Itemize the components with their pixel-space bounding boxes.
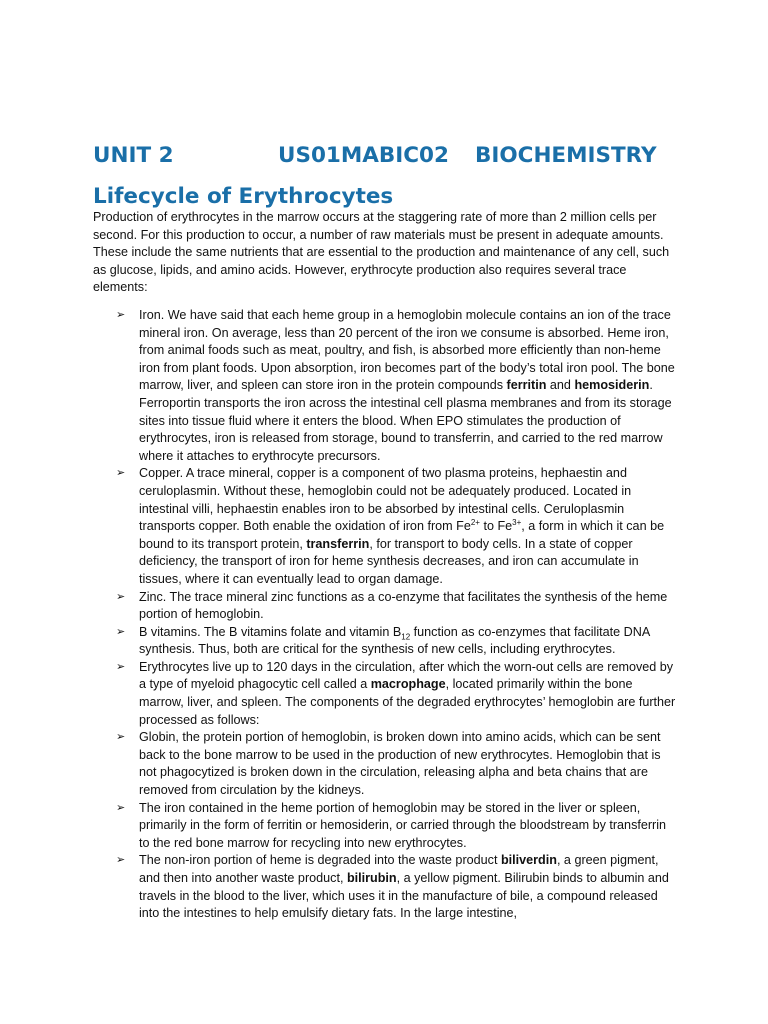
list-item-text: Copper. A trace mineral, copper is a component of two plasma proteins, hephaestin and ceruloplasmin. Without these, hemoglobin could not be adequately produced. Located in intestinal villi, hephaestin enables iron to be absorbed by intestinal cells. Ceruloplasmin transports copper. Both enable the oxidation of iron from $Fe^{2+}$ to $Fe^{3+}$, a form in which it can be bound to its transport protein, transferrin, for transport to body cells. In a state of copper deficiency, the transport of iron for heme synthesis decreases, and iron can accumulate in tissues, where it can eventually lead to organ damage. — [139, 466, 665, 586]
subscript: 12 — [401, 632, 411, 642]
subject-label: BIOCHEMISTRY — [475, 143, 657, 168]
arrowhead-bullet-icon: ➢ — [116, 731, 126, 744]
superscript: 2+ — [470, 517, 480, 527]
list-item-text: Iron. We have said that each heme group in a hemoglobin molecule contains an ion of the trace mineral iron. On average, less than 20 percent of the iron we consume is absorbed. Heme iron, from animal foods such as meat, poultry, and fish, is absorbed more efficiently than non-heme iron from plant foods. Upon absorption, iron becomes part of the body’s total iron pool. The bone marrow, liver, and spleen can store iron in the protein compounds ferritin and hemosiderin. Ferroportin transports the iron across the intestinal cell plasma membranes and from its storage sites into tissue fluid where it enters the blood. When EPO stimulates the production of erythrocytes, iron is released from storage, bound to transferrin, and carried to the red marrow where it attaches to erythrocyte precursors. — [139, 308, 675, 463]
bold-term: hemosiderin — [574, 378, 650, 393]
arrowhead-bullet-icon: ➢ — [116, 467, 126, 480]
bullet-list — [0, 307, 768, 923]
list-item-globin — [0, 729, 679, 799]
section-title: Lifecycle of Erythrocytes — [93, 184, 394, 209]
arrowhead-bullet-icon: ➢ — [116, 660, 126, 673]
arrowhead-bullet-icon: ➢ — [116, 854, 126, 867]
list-item-text: The iron contained in the heme portion of hemoglobin may be stored in the liver or spleen, primarily in the form of ferritin or hemosiderin, or carried through the bloodstream by transferrin to the red bone marrow for recycling into new erythrocytes. — [139, 800, 667, 850]
list-item-heme-degradation — [0, 852, 679, 922]
list-item-iron — [0, 307, 679, 465]
bold-term: bilirubin — [346, 871, 397, 885]
bold-term: ferritin — [506, 378, 547, 393]
list-item-b-vitamins — [0, 624, 679, 659]
arrowhead-bullet-icon: ➢ — [116, 309, 126, 321]
list-item-text: B vitamins. The B vitamins folate and vitamin $B_{12}$ function as co-enzymes that facilitate DNA synthesis. Thus, both are critical for the synthesis of new cells, including erythrocytes. — [139, 624, 650, 657]
bold-term: macrophage — [370, 677, 446, 692]
unit-label: UNIT 2 — [93, 143, 174, 168]
page-header — [93, 143, 693, 173]
list-item-copper — [0, 465, 679, 588]
arrowhead-bullet-icon: ➢ — [116, 625, 126, 638]
list-item-text: Zinc. The trace mineral zinc functions as a co-enzyme that facilitates the synthesis of the heme portion of hemoglobin. — [139, 589, 668, 622]
list-item-zinc — [0, 589, 679, 624]
list-item-text: Erythrocytes live up to 120 days in the circulation, after which the worn-out cells are removed by a type of myeloid phagocytic cell called a macrophage, located primarily within the bone marrow, liver, and spleen. The components of the degraded erythrocytes’ hemoglobin are further processed as follows: — [139, 659, 676, 727]
intro-paragraph: Production of erythrocytes in the marrow occurs at the staggering rate of more than 2 million cells per second. For this production to occur, a number of raw materials must be present in adequate amounts. These include the same nutrients that are essential to the production and maintenance of any cell, such as glucose, lipids, and amino acids. However, erythrocyte production also requires several trace elements: — [93, 210, 670, 295]
course-code: US01MABIC02 — [278, 143, 449, 168]
list-item-iron-storage — [0, 800, 679, 853]
list-item-erythrocyte-lifespan — [0, 659, 679, 729]
list-item-text: The non-iron portion of heme is degraded into the waste product biliverdin, a green pigment, and then into another waste product, bilirubin, a yellow pigment. Bilirubin binds to albumin and travels in the blood to the liver, which uses it in the manufacture of bile, a compound released into the intestines to help emulsify dietary fats. In the large intestine, — [139, 853, 669, 921]
bold-term: transferrin — [306, 536, 370, 551]
arrowhead-bullet-icon: ➢ — [116, 590, 126, 603]
arrowhead-bullet-icon: ➢ — [116, 801, 126, 814]
bold-term: biliverdin — [500, 853, 557, 868]
superscript: 3+ — [512, 517, 522, 527]
list-item-text: Globin, the protein portion of hemoglobin, is broken down into amino acids, which can be sent back to the bone marrow to be used in the production of new erythrocytes. Hemoglobin that is not phagocytized is broken down in the circulation, releasing alpha and beta chains that are removed from circulation by the kidneys. — [139, 730, 661, 798]
